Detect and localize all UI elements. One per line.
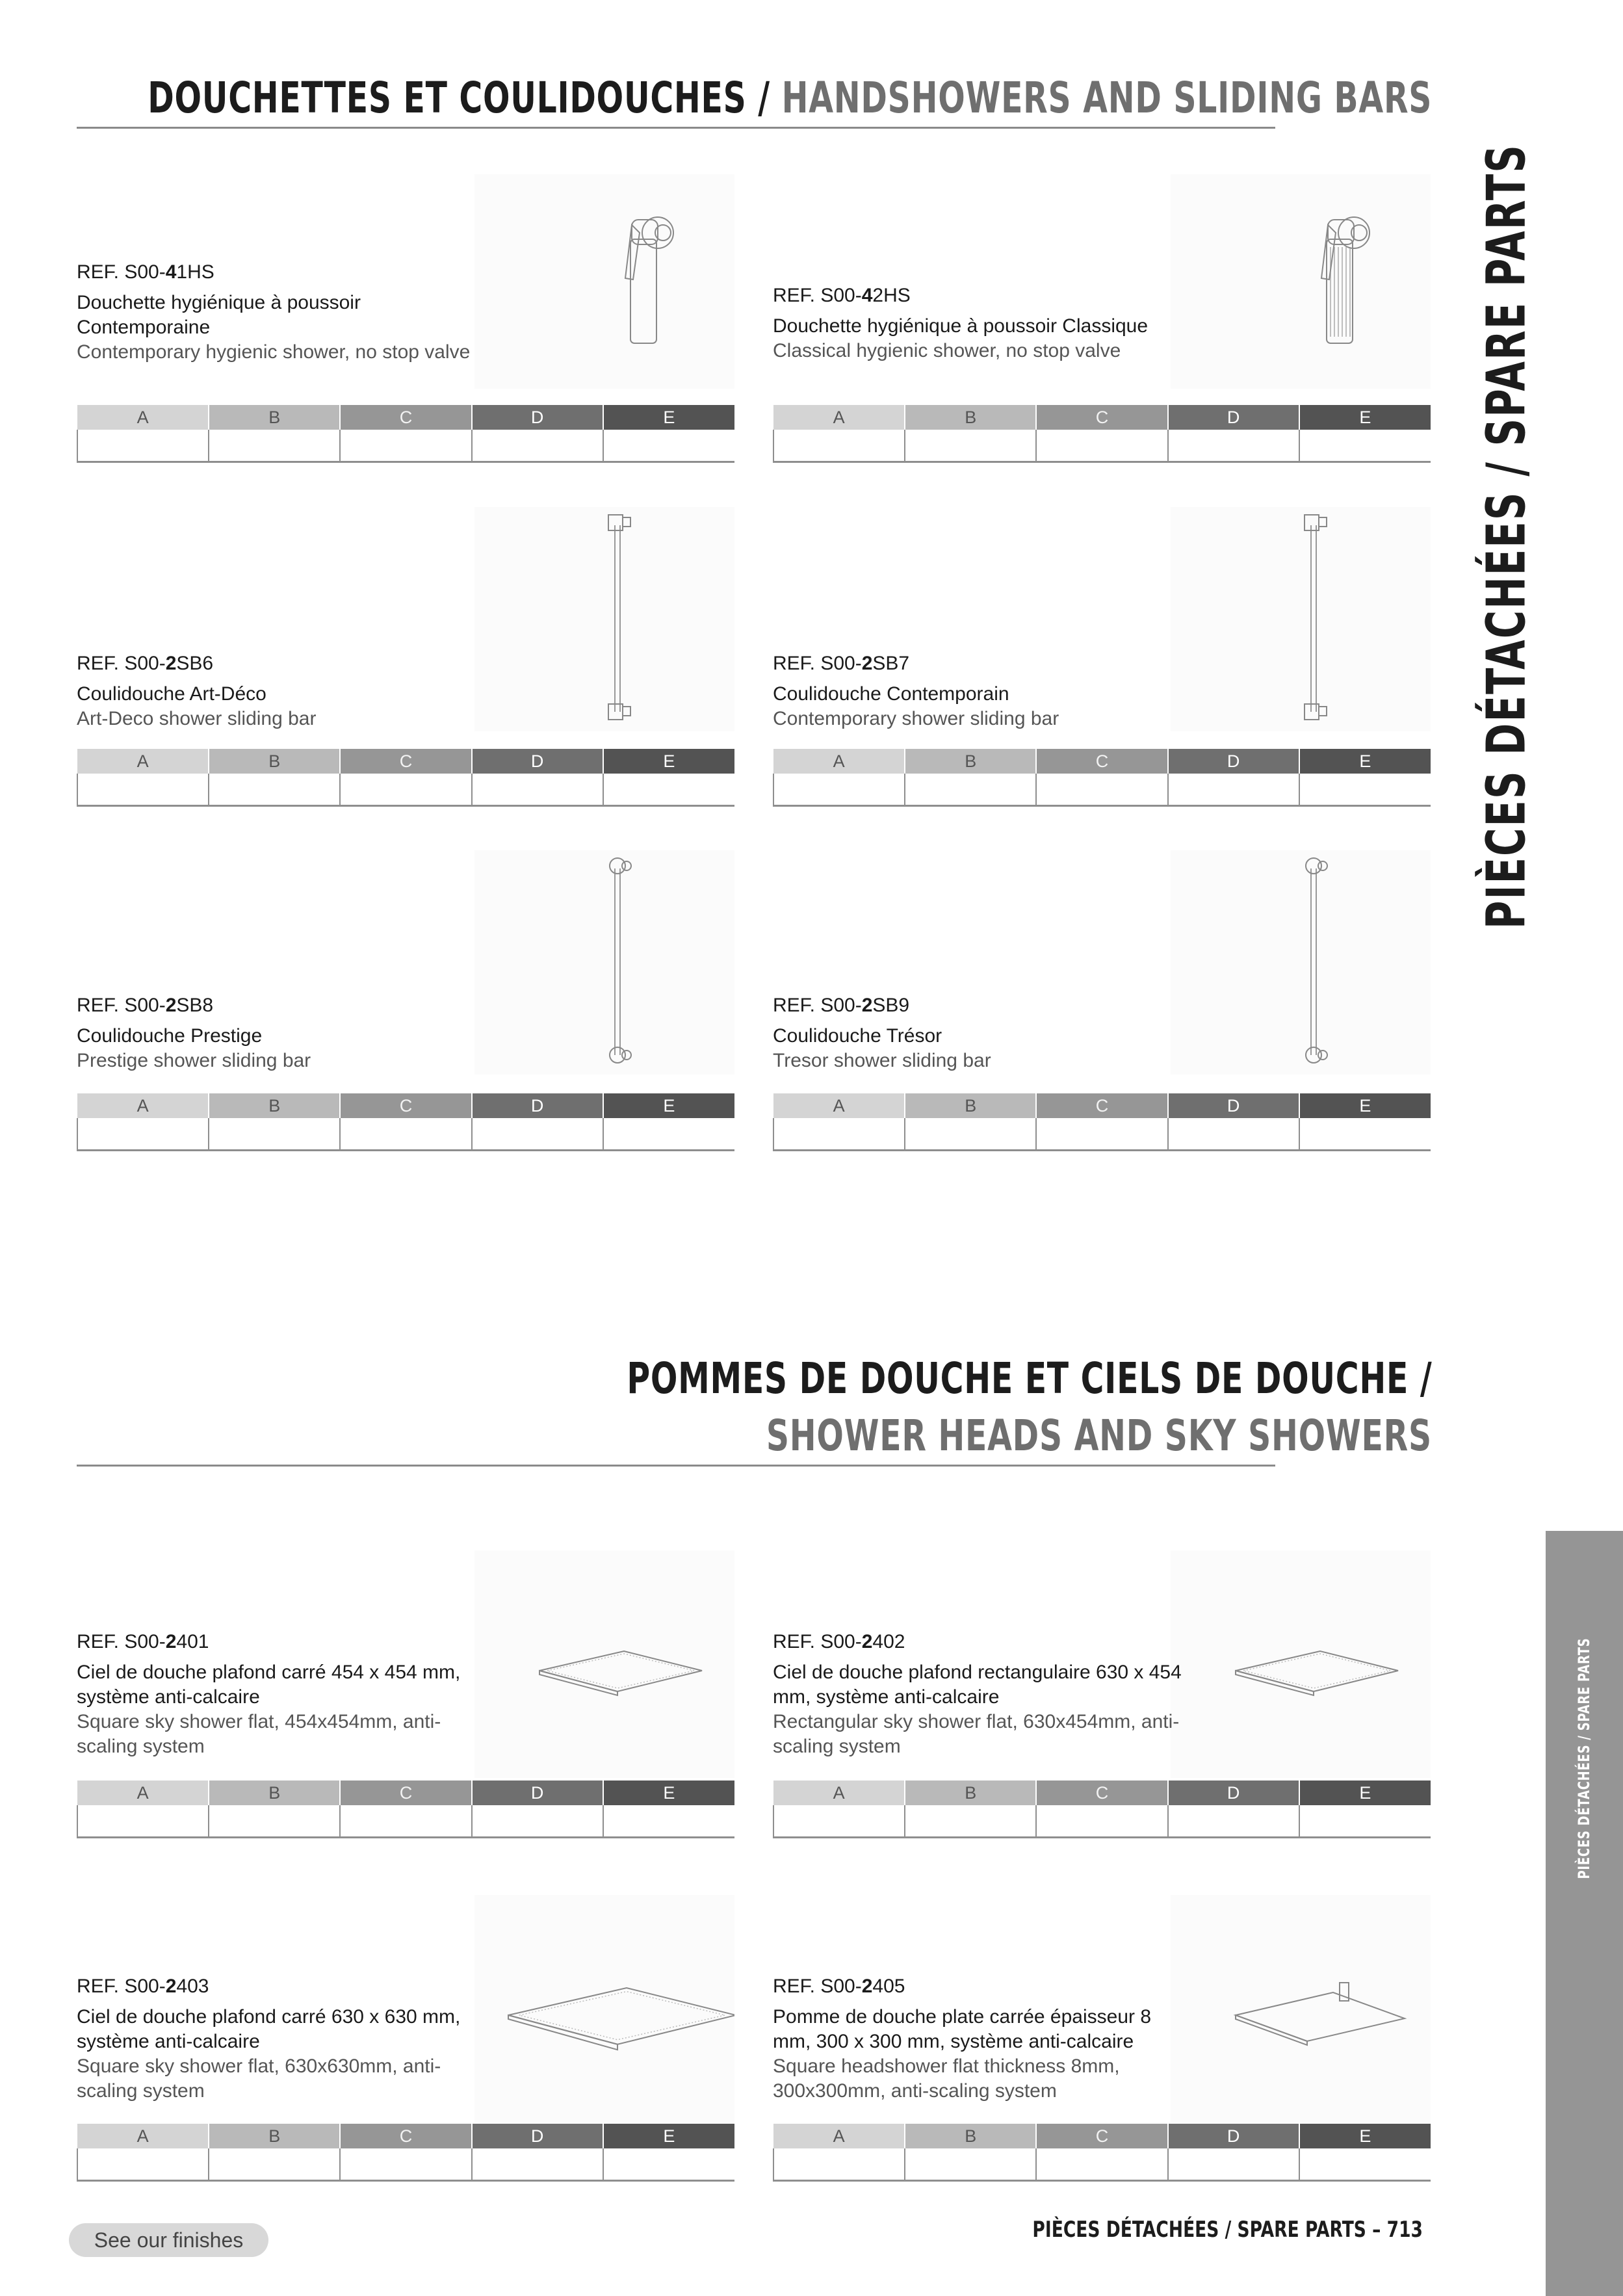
finish-col-b: B	[209, 405, 340, 430]
finish-cell[interactable]	[773, 774, 905, 806]
finish-col-d: D	[1168, 749, 1299, 774]
finish-cell[interactable]	[209, 2148, 340, 2181]
product-desc-en: Tresor shower sliding bar	[773, 1050, 991, 1071]
finish-table	[77, 405, 734, 463]
finish-cell[interactable]	[1036, 2148, 1167, 2181]
product-image	[474, 850, 734, 1075]
finish-cell[interactable]	[1299, 430, 1431, 462]
finish-table	[77, 1781, 734, 1838]
finish-cell[interactable]	[77, 1118, 209, 1151]
product-name-fr: Ciel de douche plafond rectangulaire 630 x 454 mm, système anti-calcaire	[773, 1662, 1182, 1708]
product-text	[77, 260, 493, 365]
product-name-fr: Douchette hygiénique à poussoir Contemporaine	[77, 292, 361, 338]
finish-table	[773, 749, 1431, 807]
finish-col-a: A	[77, 749, 209, 774]
finish-cell[interactable]	[1299, 774, 1431, 806]
section-title-showerheads	[626, 1353, 1432, 1403]
product-ref: REF. S00-2SB6	[77, 653, 214, 674]
finish-col-c: C	[1036, 749, 1167, 774]
sky-shower-icon	[1171, 1550, 1431, 1778]
finish-col-d: D	[1168, 1781, 1299, 1805]
product-image	[1171, 1895, 1431, 2122]
finish-col-e: E	[1299, 1093, 1431, 1118]
finish-cell[interactable]	[472, 430, 603, 462]
product-ref: REF. S00-2SB8	[77, 995, 214, 1016]
product-text	[773, 1630, 1189, 1759]
finish-cell[interactable]	[340, 2148, 471, 2181]
finish-col-c: C	[1036, 405, 1167, 430]
finish-col-e: E	[603, 749, 734, 774]
finish-cell[interactable]	[1036, 1118, 1167, 1151]
product-ref: REF. S00-2SB9	[773, 995, 910, 1016]
section-title-en: SHOWER HEADS AND SKY SHOWERS	[766, 1411, 1432, 1461]
product-desc-en: Contemporary shower sliding bar	[773, 708, 1059, 729]
finish-col-c: C	[340, 2124, 471, 2148]
product-ref: REF. S00-2405	[773, 1976, 905, 1997]
finish-cell[interactable]	[209, 774, 340, 806]
finish-col-b: B	[905, 1093, 1036, 1118]
section-title-handshowers	[148, 73, 1432, 123]
finish-cell[interactable]	[905, 430, 1036, 462]
side-tab-label: PIÈCES DÉTACHÉES / SPARE PARTS	[1575, 1637, 1593, 1879]
finish-col-d: D	[1168, 1093, 1299, 1118]
finish-col-d: D	[472, 405, 603, 430]
sliding-bar-round-icon	[474, 850, 734, 1075]
product-name-fr: Coulidouche Prestige	[77, 1025, 263, 1047]
finish-col-c: C	[340, 1093, 471, 1118]
finish-cell[interactable]	[773, 2148, 905, 2181]
finish-cell[interactable]	[905, 2148, 1036, 2181]
product-ref: REF. S00-42HS	[773, 285, 911, 306]
product-desc-en: Square sky shower flat, 630x630mm, anti-scaling system	[77, 2055, 441, 2102]
finish-cell[interactable]	[472, 2148, 603, 2181]
product-name-fr: Ciel de douche plafond carré 454 x 454 mm, système anti-calcaire	[77, 1662, 461, 1708]
finish-table	[77, 749, 734, 807]
finish-col-a: A	[77, 405, 209, 430]
finish-col-d: D	[472, 2124, 603, 2148]
side-title: PIÈCES DÉTACHÉES / SPARE PARTS	[1475, 144, 1538, 929]
finish-col-d: D	[1168, 405, 1299, 430]
product-ref: REF. S00-2SB7	[773, 653, 910, 674]
handshower-classic-icon	[1171, 174, 1431, 389]
finish-col-b: B	[905, 405, 1036, 430]
product-text	[773, 993, 1189, 1073]
finish-cell[interactable]	[1168, 2148, 1299, 2181]
finish-col-d: D	[472, 1093, 603, 1118]
product-text	[77, 1630, 493, 1759]
product-desc-en: Contemporary hygienic shower, no stop valve	[77, 341, 471, 363]
product-desc-en: Square sky shower flat, 454x454mm, anti-scaling system	[77, 1711, 441, 1757]
finish-col-c: C	[340, 405, 471, 430]
product-text	[77, 651, 493, 731]
finish-col-a: A	[773, 1093, 905, 1118]
finish-cell[interactable]	[1299, 1805, 1431, 1838]
finish-col-a: A	[773, 2124, 905, 2148]
finish-cell[interactable]	[340, 430, 471, 462]
finish-cell[interactable]	[773, 1805, 905, 1838]
finish-cell[interactable]	[1168, 430, 1299, 462]
finish-cell[interactable]	[603, 1805, 734, 1838]
product-ref: REF. S00-2402	[773, 1631, 905, 1652]
product-ref: REF. S00-2401	[77, 1631, 209, 1652]
finish-cell[interactable]	[1168, 1805, 1299, 1838]
finish-col-a: A	[77, 1093, 209, 1118]
finish-col-b: B	[209, 1093, 340, 1118]
finish-col-e: E	[1299, 1781, 1431, 1805]
finish-col-b: B	[209, 1781, 340, 1805]
finish-cell[interactable]	[1036, 1805, 1167, 1838]
finish-table	[77, 1093, 734, 1151]
finish-cell[interactable]	[77, 774, 209, 806]
product-name-fr: Coulidouche Contemporain	[773, 683, 1009, 705]
product-ref: REF. S00-2403	[77, 1976, 209, 1997]
product-ref: REF. S00-41HS	[77, 261, 214, 283]
finish-col-e: E	[603, 2124, 734, 2148]
product-image	[1171, 1550, 1431, 1778]
finish-cell[interactable]	[603, 430, 734, 462]
finish-cell[interactable]	[209, 430, 340, 462]
finish-table	[773, 1781, 1431, 1838]
product-text	[77, 993, 493, 1073]
finish-col-d: D	[472, 749, 603, 774]
product-image	[1171, 507, 1431, 731]
finish-col-d: D	[1168, 2124, 1299, 2148]
product-desc-en: Square headshower flat thickness 8mm, 300x300mm, anti-scaling system	[773, 2055, 1120, 2102]
finish-cell[interactable]	[77, 430, 209, 462]
product-name-fr: Pomme de douche plate carrée épaisseur 8 mm, 300 x 300 mm, système anti-calcaire	[773, 2006, 1152, 2052]
product-text	[77, 1974, 493, 2104]
finish-cell[interactable]	[77, 1805, 209, 1838]
section-title-fr: POMMES DE DOUCHE ET CIELS DE DOUCHE /	[626, 1353, 1432, 1403]
product-desc-en: Classical hygienic shower, no stop valve	[773, 340, 1121, 361]
finish-cell[interactable]	[1168, 1118, 1299, 1151]
product-desc-en: Prestige shower sliding bar	[77, 1050, 311, 1071]
finish-cell[interactable]	[1036, 774, 1167, 806]
section-title-showerheads-en	[766, 1411, 1432, 1461]
finish-cell[interactable]	[209, 1118, 340, 1151]
finish-cell[interactable]	[603, 1118, 734, 1151]
finish-col-c: C	[1036, 1781, 1167, 1805]
product-image	[474, 1895, 734, 2122]
side-tab[interactable]	[1546, 1531, 1623, 2296]
finish-col-a: A	[77, 1781, 209, 1805]
finish-col-b: B	[209, 749, 340, 774]
product-name-fr: Douchette hygiénique à poussoir Classique	[773, 315, 1149, 337]
product-image	[1171, 850, 1431, 1075]
finish-col-a: A	[77, 2124, 209, 2148]
finish-col-a: A	[773, 1781, 905, 1805]
product-desc-en: Art-Deco shower sliding bar	[77, 708, 317, 729]
finish-col-c: C	[340, 749, 471, 774]
finish-col-b: B	[905, 2124, 1036, 2148]
finish-cell[interactable]	[773, 430, 905, 462]
finish-cell[interactable]	[77, 2148, 209, 2181]
product-image	[474, 174, 734, 389]
page-footer: PIÈCES DÉTACHÉES / SPARE PARTS – 713	[1032, 2217, 1423, 2243]
product-image	[474, 1550, 734, 1778]
finish-cell[interactable]	[1036, 430, 1167, 462]
finish-cell[interactable]	[1299, 1118, 1431, 1151]
product-name-fr: Ciel de douche plafond carré 630 x 630 mm, système anti-calcaire	[77, 2006, 461, 2052]
product-desc-en: Rectangular sky shower flat, 630x454mm, anti-scaling system	[773, 1711, 1180, 1757]
product-text	[773, 651, 1189, 731]
finish-col-e: E	[1299, 2124, 1431, 2148]
finish-col-a: A	[773, 405, 905, 430]
finish-cell[interactable]	[773, 1118, 905, 1151]
product-text	[773, 283, 1189, 363]
finish-col-e: E	[603, 1781, 734, 1805]
finish-col-e: E	[1299, 405, 1431, 430]
sliding-bar-round-icon	[1171, 850, 1431, 1075]
product-image	[474, 507, 734, 731]
finish-cell[interactable]	[340, 1805, 471, 1838]
finish-cell[interactable]	[603, 2148, 734, 2181]
finish-col-b: B	[905, 749, 1036, 774]
product-image	[1171, 174, 1431, 389]
finish-col-b: B	[209, 2124, 340, 2148]
headshower-icon	[1171, 1895, 1431, 2122]
product-name-fr: Coulidouche Art-Déco	[77, 683, 266, 705]
finish-col-a: A	[773, 749, 905, 774]
see-finishes-button[interactable]: See our finishes	[69, 2223, 268, 2257]
finish-col-e: E	[603, 405, 734, 430]
finish-col-c: C	[340, 1781, 471, 1805]
finish-cell[interactable]	[905, 1118, 1036, 1151]
finish-col-c: C	[1036, 1093, 1167, 1118]
sky-shower-large-icon	[474, 1895, 734, 2122]
finish-table	[773, 405, 1431, 463]
sky-shower-icon	[474, 1550, 734, 1778]
finish-cell[interactable]	[472, 1805, 603, 1838]
finish-cell[interactable]	[603, 774, 734, 806]
product-text	[773, 1974, 1189, 2104]
finish-cell[interactable]	[340, 1118, 471, 1151]
finish-col-e: E	[1299, 749, 1431, 774]
finish-cell[interactable]	[472, 1118, 603, 1151]
product-name-fr: Coulidouche Trésor	[773, 1025, 942, 1047]
finish-col-b: B	[905, 1781, 1036, 1805]
finish-col-e: E	[603, 1093, 734, 1118]
finish-col-d: D	[472, 1781, 603, 1805]
finish-cell[interactable]	[209, 1805, 340, 1838]
section-title-fr: DOUCHETTES ET COULIDOUCHES /	[148, 73, 770, 123]
finish-cell[interactable]	[1299, 2148, 1431, 2181]
finish-cell[interactable]	[905, 1805, 1036, 1838]
sliding-bar-icon	[1171, 507, 1431, 731]
section-divider	[77, 1465, 1275, 1467]
finish-cell[interactable]	[1168, 774, 1299, 806]
finish-cell[interactable]	[472, 774, 603, 806]
finish-cell[interactable]	[340, 774, 471, 806]
finish-table	[77, 2124, 734, 2182]
finish-cell[interactable]	[905, 774, 1036, 806]
finish-table	[773, 1093, 1431, 1151]
section-divider	[77, 127, 1275, 129]
sliding-bar-icon	[474, 507, 734, 731]
finish-table	[773, 2124, 1431, 2182]
handshower-icon	[474, 174, 734, 389]
finish-col-c: C	[1036, 2124, 1167, 2148]
section-title-en: HANDSHOWERS AND SLIDING BARS	[781, 73, 1432, 123]
